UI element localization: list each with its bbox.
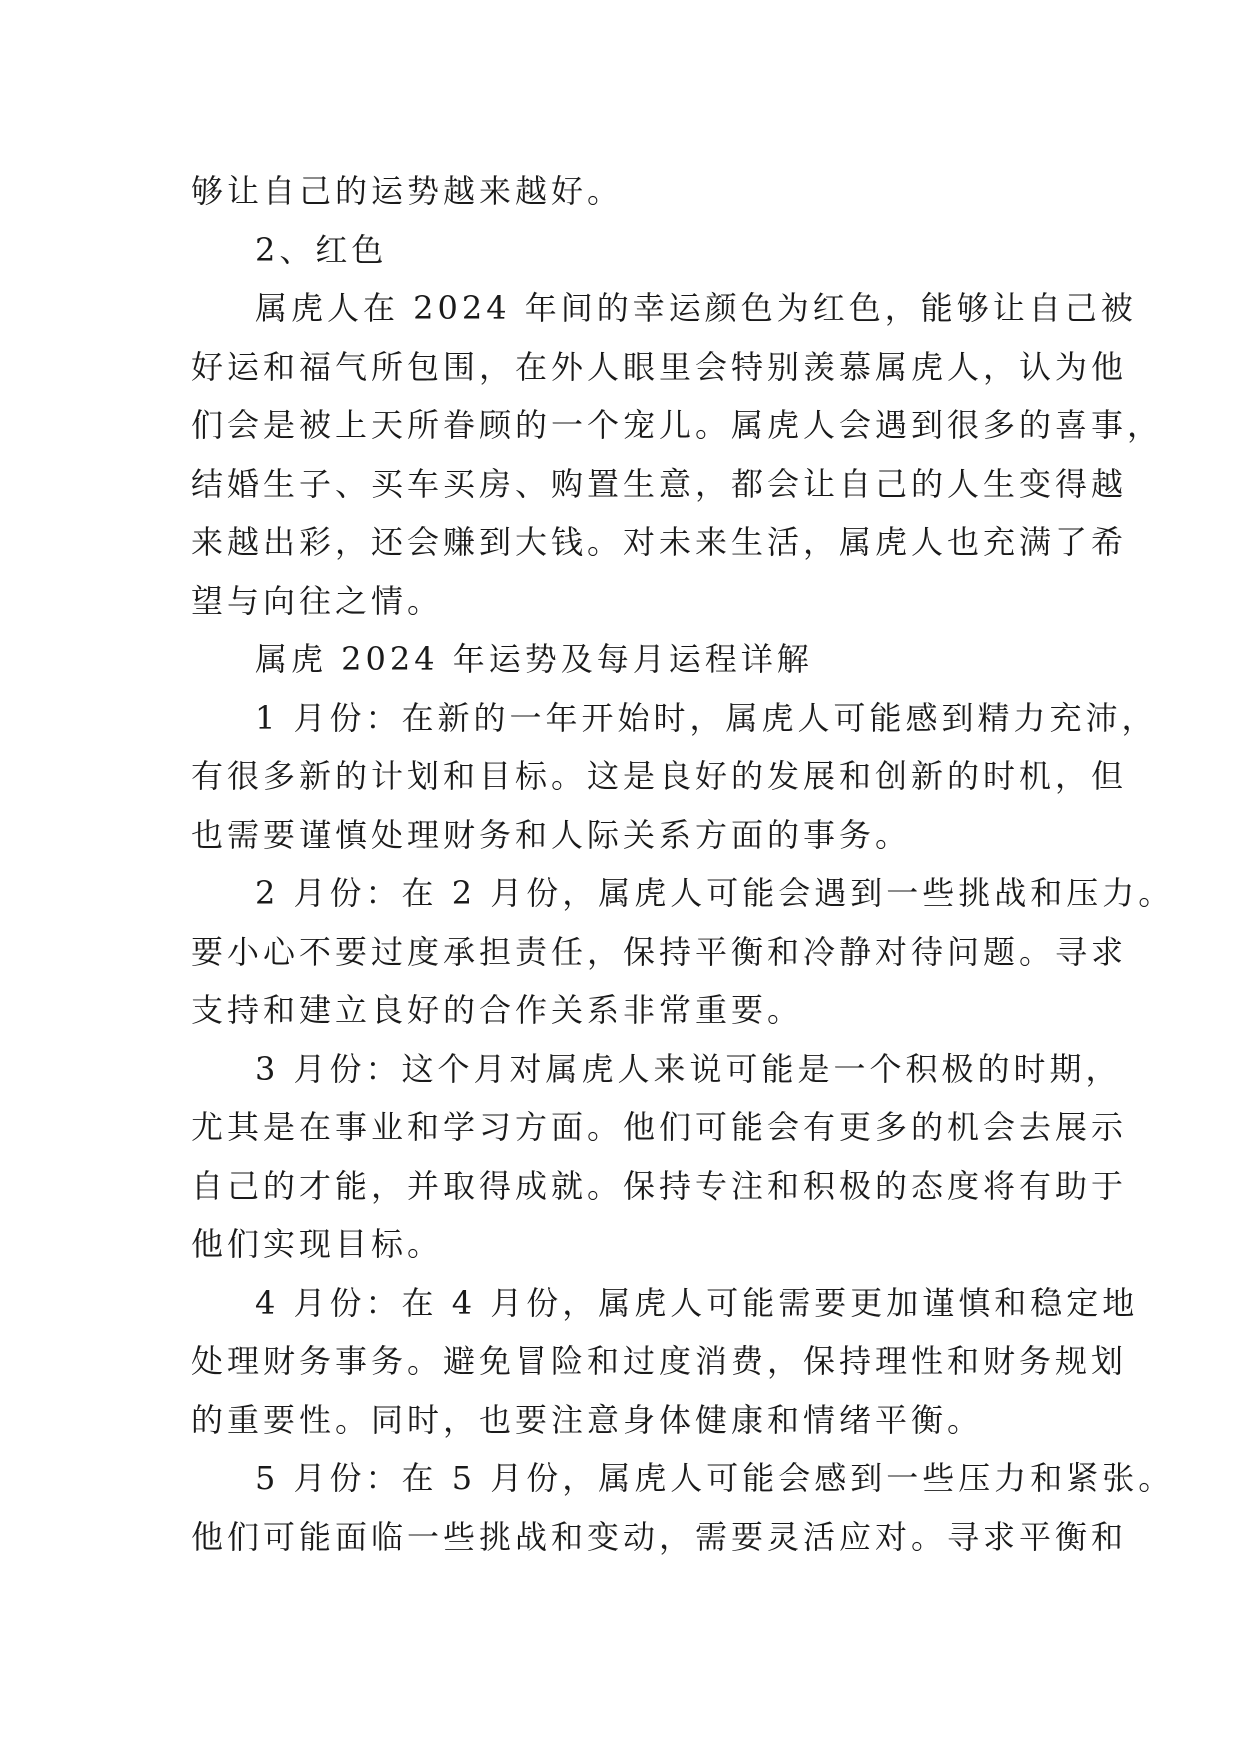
body-line: 他们实现目标。 — [191, 1225, 444, 1263]
body-line: 2 月份：在 2 月份，属虎人可能会遇到一些挑战和压力。 — [255, 874, 1175, 912]
body-line: 他们可能面临一些挑战和变动，需要灵活应对。寻求平衡和 — [191, 1517, 1128, 1556]
body-line: 3 月份：这个月对属虎人来说可能是一个积极的时期， — [255, 1049, 1122, 1088]
body-line: 的重要性。同时，也要注意身体健康和情绪平衡。 — [191, 1400, 984, 1439]
body-line: 4 月份：在 4 月份，属虎人可能需要更加谨慎和稳定地 — [255, 1283, 1139, 1322]
body-line: 5 月份：在 5 月份，属虎人可能会感到一些压力和紧张。 — [255, 1459, 1175, 1497]
body-line: 们会是被上天所眷顾的一个宠儿。属虎人会遇到很多的喜事， — [191, 406, 1164, 444]
body-line: 属虎人在 2024 年间的幸运颜色为红色，能够让自己被 — [255, 289, 1137, 327]
body-line: 结婚生子、买车买房、购置生意，都会让自己的人生变得越 — [191, 464, 1128, 503]
body-line: 尤其是在事业和学习方面。他们可能会有更多的机会去展示 — [191, 1108, 1128, 1146]
list-item-heading: 2、红色 — [255, 230, 388, 269]
body-line: 要小心不要过度承担责任，保持平衡和冷静对待问题。寻求 — [191, 932, 1128, 971]
document-body — [191, 162, 1175, 1566]
body-line: 来越出彩，还会赚到大钱。对未来生活，属虎人也充满了希 — [191, 523, 1128, 561]
body-line: 望与向往之情。 — [191, 581, 444, 620]
body-line: 处理财务事务。避免冒险和过度消费，保持理性和财务规划 — [191, 1342, 1128, 1380]
body-line: 有很多新的计划和目标。这是良好的发展和创新的时机，但 — [191, 757, 1128, 795]
body-line: 好运和福气所包围，在外人眼里会特别羡慕属虎人，认为他 — [191, 347, 1128, 386]
body-line: 自己的才能，并取得成就。保持专注和积极的态度将有助于 — [191, 1166, 1128, 1205]
body-line: 支持和建立良好的合作关系非常重要。 — [191, 991, 804, 1029]
body-line: 够让自己的运势越来越好。 — [191, 172, 624, 210]
body-line: 也需要谨慎处理财务和人际关系方面的事务。 — [191, 815, 912, 854]
body-line: 1 月份：在新的一年开始时，属虎人可能感到精力充沛， — [255, 698, 1158, 737]
section-heading: 属虎 2024 年运势及每月运程详解 — [255, 640, 813, 678]
